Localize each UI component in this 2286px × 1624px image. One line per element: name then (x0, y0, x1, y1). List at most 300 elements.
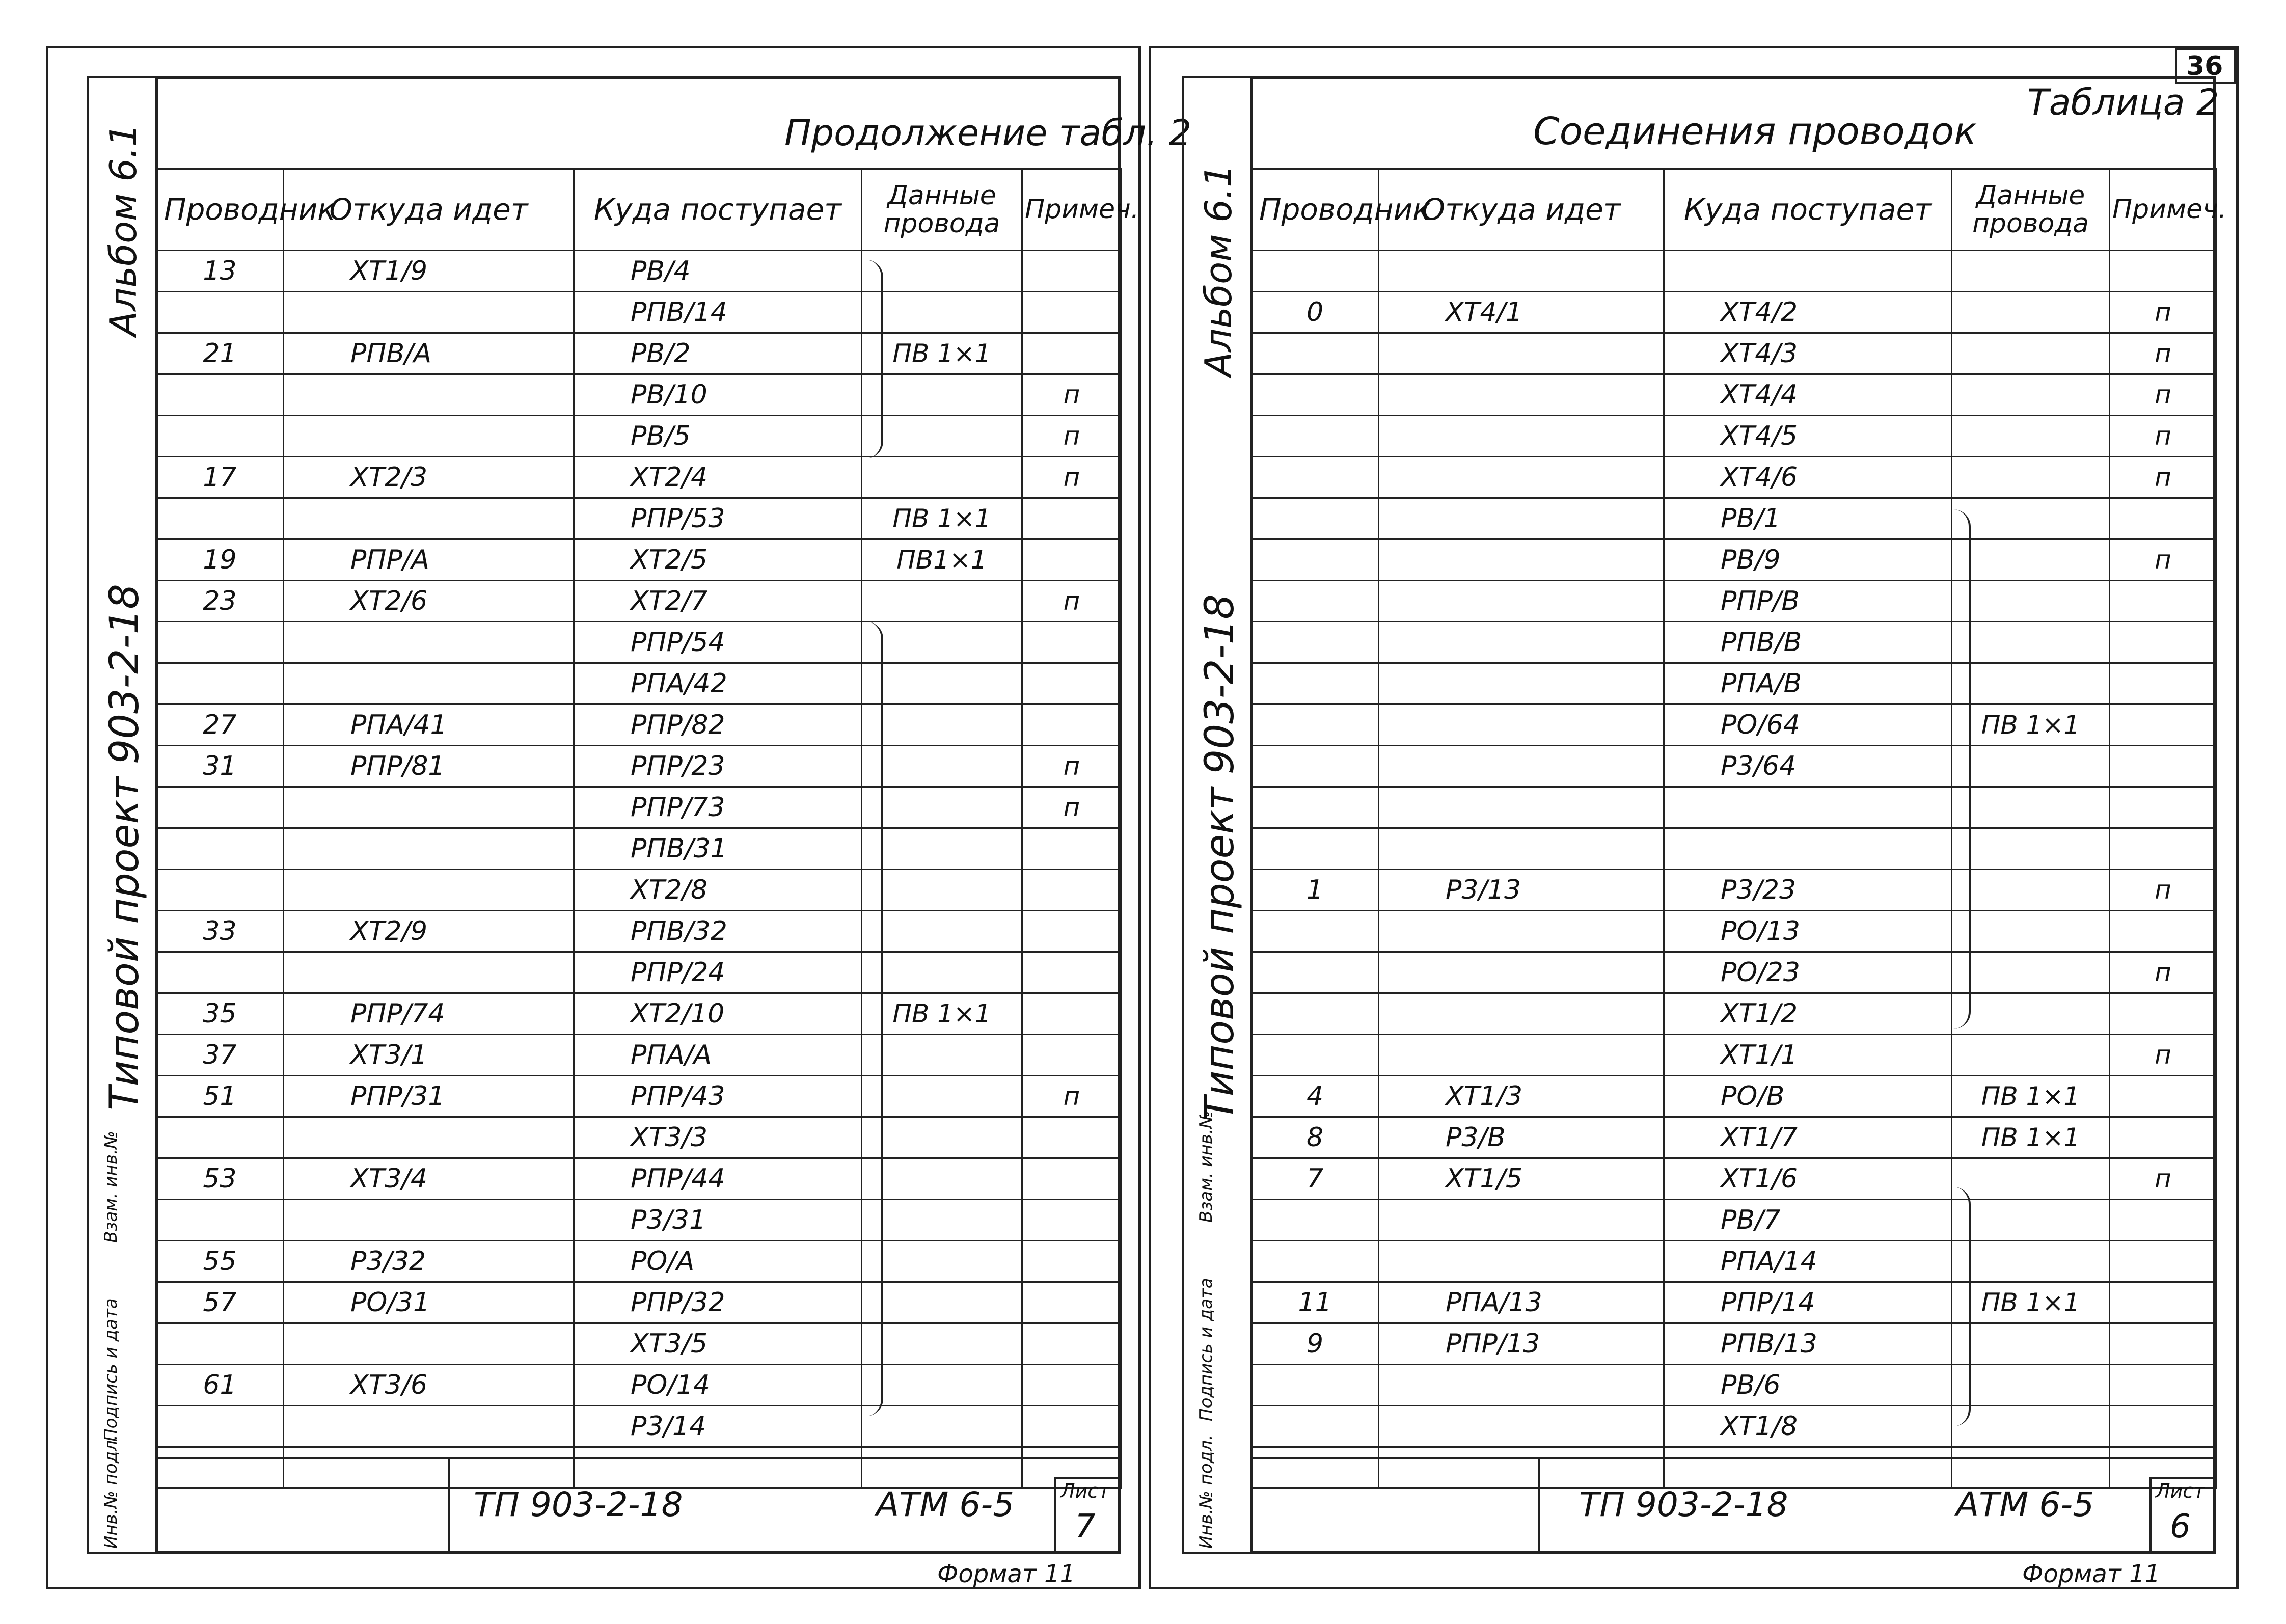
row-wire-data (1952, 457, 2110, 498)
right-format: Формат 11 (2022, 1560, 2161, 1588)
row-to: ХТ3/3 (574, 1117, 862, 1158)
row-conductor: 33 (156, 911, 284, 952)
row-note: п (2110, 292, 2217, 333)
row-from (1379, 746, 1664, 787)
row-wire-data: ПВ 1×1 (862, 993, 1022, 1035)
row-note (2110, 746, 2217, 787)
row-wire-data: ПВ 1×1 (862, 498, 1022, 539)
row-conductor: 1 (1251, 870, 1379, 911)
row-conductor (1251, 1035, 1379, 1076)
table-row (1251, 333, 2217, 374)
row-conductor: 19 (156, 539, 284, 581)
row-to: РПР/24 (574, 952, 862, 993)
row-from (1379, 787, 1664, 828)
row-conductor (1251, 828, 1379, 870)
row-to: РПР/82 (574, 705, 862, 746)
row-note (2110, 1076, 2217, 1117)
row-from: ХТ4/1 (1379, 292, 1664, 333)
row-wire-data (1952, 663, 2110, 705)
table-row (156, 705, 1122, 746)
row-conductor (1251, 333, 1379, 374)
row-wire-data (862, 1406, 1022, 1447)
row-conductor (156, 622, 284, 663)
table-row (1251, 292, 2217, 333)
row-note (2110, 622, 2217, 663)
row-to: РВ/1 (1664, 498, 1952, 539)
row-wire-data (1952, 416, 2110, 457)
row-from (1379, 251, 1664, 292)
row-from (1379, 1406, 1664, 1447)
row-conductor (156, 416, 284, 457)
row-from (284, 374, 574, 416)
row-wire-data (862, 251, 1022, 292)
table-row (156, 539, 1122, 581)
row-note (2110, 911, 2217, 952)
row-note: п (2110, 1158, 2217, 1200)
row-conductor (156, 1117, 284, 1158)
row-to: РО/14 (574, 1365, 862, 1406)
row-to: ХТ2/7 (574, 581, 862, 622)
row-conductor (156, 870, 284, 911)
row-to: ХТ1/1 (1664, 1035, 1952, 1076)
row-note (1022, 828, 1122, 870)
table-row (1251, 457, 2217, 498)
row-conductor (1251, 539, 1379, 581)
row-wire-data (862, 1117, 1022, 1158)
row-wire-data (1952, 1200, 2110, 1241)
row-to: РПР/23 (574, 746, 862, 787)
table-row (156, 1323, 1122, 1365)
row-wire-data (862, 746, 1022, 787)
table-row (156, 663, 1122, 705)
row-from (1379, 993, 1664, 1035)
row-conductor (156, 1406, 284, 1447)
row-note (2110, 251, 2217, 292)
row-from: ХТ1/5 (1379, 1158, 1664, 1200)
row-to: ХТ4/6 (1664, 457, 1952, 498)
row-note: п (1022, 787, 1122, 828)
table-row (156, 993, 1122, 1035)
table-row (156, 416, 1122, 457)
row-to: РПА/А (574, 1035, 862, 1076)
row-wire-data (1952, 539, 2110, 581)
row-wire-data (862, 292, 1022, 333)
right-stamp-divider (1538, 1457, 1540, 1554)
row-wire-data (862, 663, 1022, 705)
row-note (1022, 1406, 1122, 1447)
row-wire-data (862, 1282, 1022, 1323)
row-note (1022, 1158, 1122, 1200)
row-conductor (156, 828, 284, 870)
table-row (1251, 1282, 2217, 1323)
row-note: п (2110, 952, 2217, 993)
row-conductor: 27 (156, 705, 284, 746)
col-from: Откуда идет (284, 169, 574, 251)
row-wire-data: ПВ 1×1 (1952, 1117, 2110, 1158)
row-note (1022, 663, 1122, 705)
row-note (2110, 993, 2217, 1035)
row-note (2110, 581, 2217, 622)
row-note (2110, 1282, 2217, 1323)
col-from: Откуда идет (1379, 169, 1664, 251)
table-row (1251, 1406, 2217, 1447)
row-from (1379, 374, 1664, 416)
table-row (1251, 1117, 2217, 1158)
row-note (1022, 1365, 1122, 1406)
row-conductor: 61 (156, 1365, 284, 1406)
row-note (2110, 1241, 2217, 1282)
row-note (1022, 1323, 1122, 1365)
row-wire-data (862, 622, 1022, 663)
row-from (1379, 498, 1664, 539)
row-conductor: 57 (156, 1282, 284, 1323)
row-conductor (1251, 498, 1379, 539)
row-from: РПВ/А (284, 333, 574, 374)
table-row (1251, 498, 2217, 539)
row-note (1022, 1241, 1122, 1282)
left-sheet-label: Лист (1060, 1480, 1110, 1502)
row-wire-data (862, 1158, 1022, 1200)
right-sheet-number: 6 (2170, 1508, 2191, 1546)
row-wire-data (1952, 581, 2110, 622)
table-row (156, 457, 1122, 498)
table-row (1251, 993, 2217, 1035)
row-wire-data (1952, 1365, 2110, 1406)
row-wire-data (1952, 1241, 2110, 1282)
row-conductor (1251, 581, 1379, 622)
row-conductor (156, 787, 284, 828)
row-wire-data (1952, 251, 2110, 292)
row-to: РВ/4 (574, 251, 862, 292)
row-conductor: 53 (156, 1158, 284, 1200)
row-to: РВ/7 (1664, 1200, 1952, 1241)
row-to: ХТ4/5 (1664, 416, 1952, 457)
left-side-project: Типовой проект 903-2-18 (102, 584, 148, 1111)
table-row (1251, 1076, 2217, 1117)
row-conductor (156, 1323, 284, 1365)
row-wire-data (862, 1323, 1022, 1365)
table-row (156, 787, 1122, 828)
row-wire-data (1952, 828, 2110, 870)
row-to: РПВ/32 (574, 911, 862, 952)
row-from: Р3/13 (1379, 870, 1664, 911)
right-sheet-label: Лист (2156, 1480, 2205, 1502)
table-row (1251, 1241, 2217, 1282)
row-note: п (2110, 416, 2217, 457)
table-row (1251, 1158, 2217, 1200)
row-from: ХТ1/3 (1379, 1076, 1664, 1117)
row-wire-data (862, 952, 1022, 993)
table-row (1251, 251, 2217, 292)
row-from (1379, 539, 1664, 581)
table-row (1251, 663, 2217, 705)
col-to: Куда поступает (1664, 169, 1952, 251)
table-row (1251, 705, 2217, 746)
row-from: РПР/13 (1379, 1323, 1664, 1365)
row-from (1379, 581, 1664, 622)
row-wire-data (1952, 374, 2110, 416)
table-row (156, 1117, 1122, 1158)
row-to: РПВ/31 (574, 828, 862, 870)
row-note: п (2110, 1035, 2217, 1076)
row-conductor (156, 498, 284, 539)
row-to: РПР/14 (1664, 1282, 1952, 1323)
row-conductor: 35 (156, 993, 284, 1035)
table-row (156, 333, 1122, 374)
row-to (1664, 787, 1952, 828)
table-row (156, 746, 1122, 787)
row-note (2110, 1200, 2217, 1241)
table-row (156, 498, 1122, 539)
row-note (2110, 1406, 2217, 1447)
row-wire-data (1952, 622, 2110, 663)
row-from (1379, 952, 1664, 993)
row-from (284, 787, 574, 828)
row-from (284, 292, 574, 333)
row-conductor (156, 1200, 284, 1241)
table-row (156, 1200, 1122, 1241)
table-row (1251, 1035, 2217, 1076)
table-row (156, 870, 1122, 911)
row-wire-data (862, 1200, 1022, 1241)
row-from (284, 622, 574, 663)
row-wire-data: ПВ 1×1 (862, 333, 1022, 374)
row-from (1379, 663, 1664, 705)
row-wire-data (862, 374, 1022, 416)
row-to: РПР/32 (574, 1282, 862, 1323)
left-brace-2 (866, 621, 883, 1416)
row-from (284, 663, 574, 705)
row-conductor (1251, 1200, 1379, 1241)
left-side-block-2: Подпись и дата (101, 1298, 121, 1442)
row-wire-data: ПВ 1×1 (1952, 1076, 2110, 1117)
table-row (1251, 1365, 2217, 1406)
row-to: РПВ/13 (1664, 1323, 1952, 1365)
table-row (1251, 1323, 2217, 1365)
row-note (2110, 828, 2217, 870)
left-sheet-number: 7 (1075, 1508, 1096, 1546)
row-from: ХТ3/1 (284, 1035, 574, 1076)
row-wire-data (862, 416, 1022, 457)
row-conductor (1251, 1241, 1379, 1282)
row-conductor: 9 (1251, 1323, 1379, 1365)
row-to: РПР/54 (574, 622, 862, 663)
row-wire-data (862, 1241, 1022, 1282)
row-wire-data (862, 1035, 1022, 1076)
row-wire-data (1952, 1406, 2110, 1447)
row-conductor: 23 (156, 581, 284, 622)
row-from (1379, 1241, 1664, 1282)
row-from (1379, 333, 1664, 374)
row-wire-data (862, 457, 1022, 498)
row-from (284, 1406, 574, 1447)
row-from: РПА/41 (284, 705, 574, 746)
table-row (1251, 539, 2217, 581)
row-to: РПР/44 (574, 1158, 862, 1200)
row-note: п (1022, 374, 1122, 416)
row-wire-data (862, 705, 1022, 746)
table-row (1251, 416, 2217, 457)
left-continuation-label: Продолжение табл. 2 (784, 112, 1192, 154)
row-from (1379, 457, 1664, 498)
row-to: ХТ4/4 (1664, 374, 1952, 416)
table-row (156, 828, 1122, 870)
row-from (284, 870, 574, 911)
row-from (284, 828, 574, 870)
row-note (1022, 498, 1122, 539)
table-row (156, 374, 1122, 416)
table-row (1251, 787, 2217, 828)
row-conductor (1251, 251, 1379, 292)
table-row (156, 1076, 1122, 1117)
row-conductor (1251, 457, 1379, 498)
right-wiring-table (1250, 168, 2227, 1489)
row-from (284, 498, 574, 539)
row-note (1022, 705, 1122, 746)
row-to: ХТ1/6 (1664, 1158, 1952, 1200)
row-conductor (1251, 1406, 1379, 1447)
row-note (2110, 705, 2217, 746)
col-to: Куда поступает (574, 169, 862, 251)
table-row (1251, 952, 2217, 993)
left-brace-1 (866, 260, 883, 458)
row-conductor: 31 (156, 746, 284, 787)
row-wire-data (1952, 870, 2110, 911)
row-to: ХТ1/7 (1664, 1117, 1952, 1158)
row-wire-data (862, 828, 1022, 870)
row-conductor (1251, 663, 1379, 705)
row-note: п (1022, 746, 1122, 787)
row-from (1379, 1200, 1664, 1241)
row-to: ХТ2/10 (574, 993, 862, 1035)
left-stamp-album: АТМ 6-5 (876, 1485, 1015, 1524)
row-to: Р3/31 (574, 1200, 862, 1241)
row-from: РО/31 (284, 1282, 574, 1323)
row-wire-data: ПВ 1×1 (1952, 1282, 2110, 1323)
row-wire-data (862, 1076, 1022, 1117)
table-row (156, 1241, 1122, 1282)
right-side-block-2: Подпись и дата (1196, 1278, 1216, 1421)
right-table-title: Соединения проводок (1533, 110, 1977, 153)
row-wire-data (862, 581, 1022, 622)
row-to: РПР/43 (574, 1076, 862, 1117)
row-wire-data (1952, 292, 2110, 333)
row-wire-data (1952, 746, 2110, 787)
row-to: РПА/42 (574, 663, 862, 705)
row-to: ХТ4/2 (1664, 292, 1952, 333)
row-to: ХТ2/5 (574, 539, 862, 581)
row-to (1664, 828, 1952, 870)
row-conductor: 21 (156, 333, 284, 374)
row-conductor: 7 (1251, 1158, 1379, 1200)
right-brace-1 (1953, 509, 1971, 1029)
row-wire-data (862, 911, 1022, 952)
table-row (1251, 870, 2217, 911)
row-from: ХТ3/6 (284, 1365, 574, 1406)
row-conductor (1251, 787, 1379, 828)
left-wiring-table (155, 168, 1139, 1489)
col-wire-data: Данные провода (1952, 169, 2110, 251)
row-wire-data: ПВ 1×1 (1952, 705, 2110, 746)
col-conductor: Проводник (156, 169, 284, 251)
row-conductor: 55 (156, 1241, 284, 1282)
table-row (156, 911, 1122, 952)
row-note (1022, 292, 1122, 333)
row-to: РПВ/14 (574, 292, 862, 333)
left-stamp-divider (448, 1457, 450, 1554)
table-row (156, 581, 1122, 622)
row-from (284, 416, 574, 457)
row-conductor: 4 (1251, 1076, 1379, 1117)
row-from: ХТ3/4 (284, 1158, 574, 1200)
row-conductor: 13 (156, 251, 284, 292)
row-to: РПР/73 (574, 787, 862, 828)
row-from (1379, 828, 1664, 870)
table-row (1251, 1200, 2217, 1241)
table-row (156, 1406, 1122, 1447)
table-row (156, 952, 1122, 993)
row-to: ХТ1/2 (1664, 993, 1952, 1035)
right-side-block-3: Инв.№ подл. (1196, 1434, 1216, 1549)
row-to: РВ/10 (574, 374, 862, 416)
row-to: ХТ1/8 (1664, 1406, 1952, 1447)
row-from (1379, 622, 1664, 663)
row-conductor (1251, 1365, 1379, 1406)
row-to: РПВ/В (1664, 622, 1952, 663)
row-to: ХТ2/4 (574, 457, 862, 498)
col-note: Примеч. (2110, 169, 2217, 251)
row-note (2110, 663, 2217, 705)
left-side-title: Альбом 6.1 (102, 123, 145, 336)
row-from: Р3/32 (284, 1241, 574, 1282)
row-note: п (1022, 457, 1122, 498)
right-stamp-code: ТП 903-2-18 (1579, 1485, 1788, 1524)
row-note (2110, 1365, 2217, 1406)
row-note: п (2110, 374, 2217, 416)
row-note (1022, 1117, 1122, 1158)
row-from (1379, 911, 1664, 952)
right-side-title: Альбом 6.1 (1197, 164, 1240, 377)
row-note (2110, 1117, 2217, 1158)
table-row (156, 622, 1122, 663)
row-to: РО/В (1664, 1076, 1952, 1117)
row-wire-data (1952, 498, 2110, 539)
row-from: РПР/74 (284, 993, 574, 1035)
table-row (1251, 746, 2217, 787)
row-to: РО/А (574, 1241, 862, 1282)
row-wire-data (862, 787, 1022, 828)
row-note (1022, 870, 1122, 911)
row-wire-data (862, 1365, 1022, 1406)
row-note (1022, 1200, 1122, 1241)
row-wire-data (1952, 993, 2110, 1035)
row-from (1379, 705, 1664, 746)
row-from (284, 952, 574, 993)
row-note (1022, 251, 1122, 292)
row-note (1022, 1035, 1122, 1076)
right-brace-2 (1953, 1187, 1971, 1426)
table-row (1251, 828, 2217, 870)
row-note (1022, 622, 1122, 663)
row-from: ХТ2/9 (284, 911, 574, 952)
row-note: п (2110, 457, 2217, 498)
left-side-block-3: Инв.№ подл. (101, 1434, 121, 1549)
row-from (284, 1117, 574, 1158)
row-to: РВ/9 (1664, 539, 1952, 581)
row-to (1664, 251, 1952, 292)
row-conductor (1251, 622, 1379, 663)
row-from: РПР/31 (284, 1076, 574, 1117)
